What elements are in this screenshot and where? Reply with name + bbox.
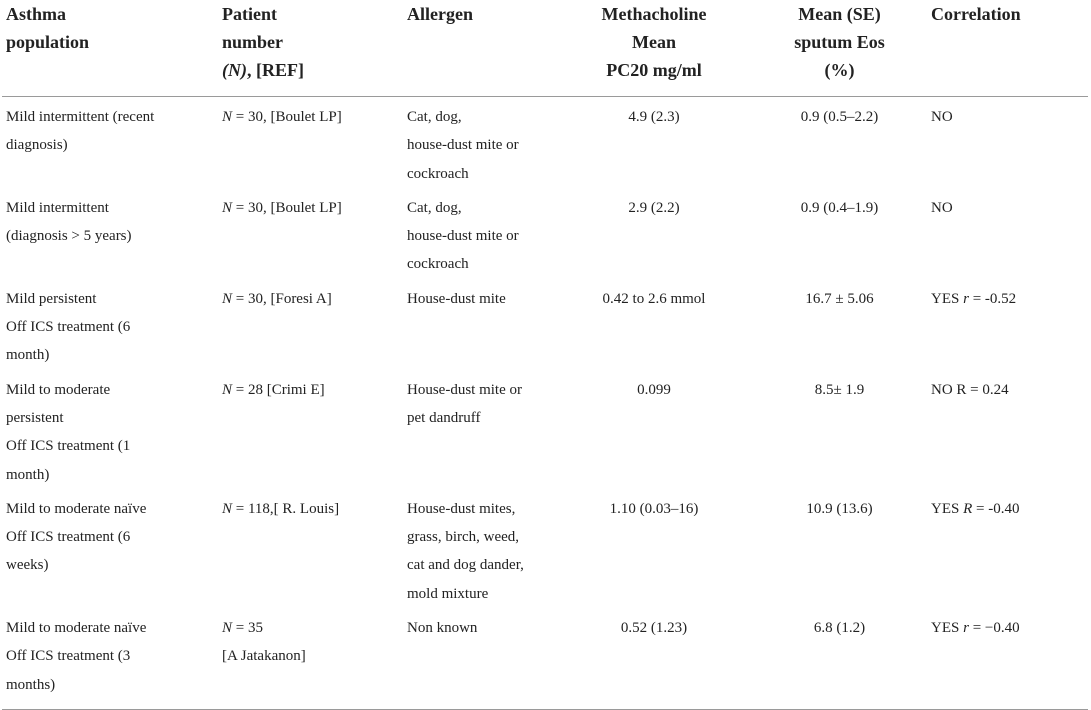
correlation-cell: YES R = -0.40 [931,500,1020,517]
header-methacholine: Methacholine Mean PC20 mg/ml [556,0,752,97]
pc20-cell: 1.10 (0.03–16) [609,500,699,517]
correlation-cell: NO [931,199,953,216]
pc20-cell: 0.42 to 2.6 mmol [602,290,706,307]
correlation-cell: NO R = 0.24 [931,381,1009,398]
sputum-eos-cell: 6.8 (1.2) [752,608,927,709]
population-cell: Mild to moderate persistent Off ICS treatment (1 month) [6,381,131,483]
correlation-cell: NO [931,109,953,125]
patient-number-cell: N = 30, [Foresi A] [222,290,332,307]
header-correlation: Correlation [927,0,1088,97]
allergen-cell: Cat, dog, house-dust mite or cockroach [407,109,519,182]
header-allergen: Allergen [403,0,556,97]
patient-number-cell: N = 30, [Boulet LP] [222,199,342,216]
population-cell: Mild to moderate naïve Off ICS treatment (6 weeks) [6,500,147,574]
patient-number-cell: N = 118,[ R. Louis] [222,500,340,517]
sputum-eos-cell: 10.9 (13.6) [806,500,873,517]
allergen-cell: Non known [403,608,556,709]
patient-number-cell: N = 30, [Boulet LP] [222,109,342,125]
table-row [2,608,1088,709]
table-row [2,97,1088,188]
correlation-cell: YES r = -0.52 [931,290,1017,307]
patient-number-cell: N = 28 [Crimi E] [222,381,325,398]
allergen-cell: Cat, dog, house-dust mite or cockroach [407,199,519,273]
patient-number-cell: N = 35 [A Jatakanon] [218,608,403,709]
population-cell: Mild to moderate naïve Off ICS treatment (3 months) [2,608,218,709]
table-row [2,370,1088,489]
header-sputum-eos: Mean (SE) sputum Eos (%) [752,0,927,97]
population-cell: Mild intermittent (diagnosis > 5 years) [6,199,132,245]
pc20-cell: 0.099 [637,381,671,398]
population-cell: Mild intermittent (recent diagnosis) [6,109,155,154]
table-row [2,279,1088,370]
table-row [2,188,1088,279]
sputum-eos-cell: 8.5± 1.9 [814,381,865,398]
correlation-cell: YES r = −0.40 [927,608,1088,709]
header-patient-number: Patient number (N), [REF] [218,0,403,97]
population-cell: Mild persistent Off ICS treatment (6 month) [6,290,131,364]
sputum-eos-cell: 16.7 ± 5.06 [805,290,874,307]
asthma-table [2,0,1088,710]
sputum-eos-cell: 0.9 (0.4–1.9) [800,199,879,216]
pc20-cell: 2.9 (2.2) [628,199,680,216]
allergen-cell: House-dust mites, grass, birch, weed, cat and dog dander, mold mixture [407,500,524,602]
pc20-cell: 0.52 (1.23) [556,608,752,709]
pc20-cell: 4.9 (2.3) [628,109,680,125]
header-population: Asthma population [2,0,218,97]
table-header-row [2,0,1088,97]
allergen-cell: House-dust mite or pet dandruff [407,381,522,426]
sputum-eos-cell: 0.9 (0.5–2.2) [800,109,879,125]
allergen-cell: House-dust mite [407,290,506,307]
table-row [2,489,1088,608]
